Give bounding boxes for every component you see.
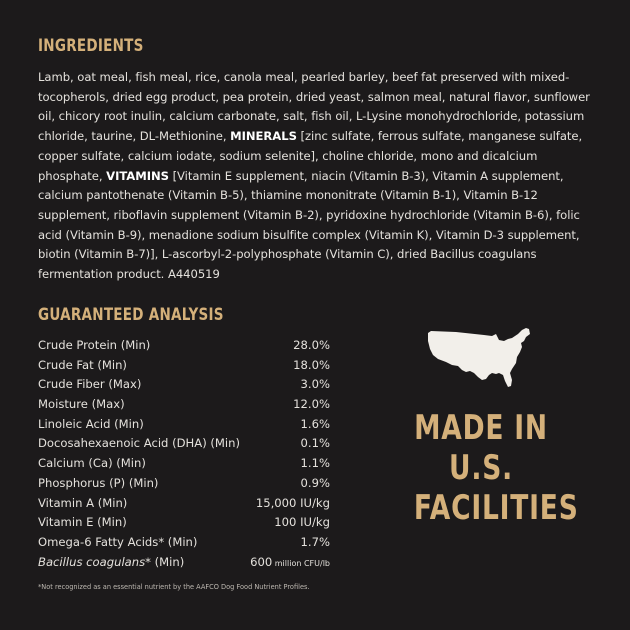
- nutrient-name: Phosphorus (P) (Min): [38, 475, 159, 490]
- nutrient-name: Crude Protein (Min): [38, 338, 151, 352]
- made-in-line: MADE IN: [414, 408, 548, 448]
- analysis-row: [38, 496, 330, 516]
- nutrient-name-rest: * (Min): [145, 554, 185, 569]
- nutrient-value: 1.1%: [300, 456, 330, 471]
- ingredients-part3: [Vitamin E supplement, niacin (Vitamin B-3), Vitamin A supplement, calcium pantothenate (Vitamin B-5), thiamine mononitrate (Vitamin B-1), Vitamin B-12 supplement, riboflavin supplement (Vitamin B-2), pyridoxine hydrochloride (Vitamin B-6), folic acid (Vitamin B-9), menadione sodium bisulfite complex (Vitamin K), Vitamin D-3 supplement, biotin (Vitamin B-7)], L-ascorbyl-2-polyphosphate (Vitamin C), dried Bacillus coagulans fermentation product. A440519: [38, 168, 580, 282]
- nutrient-name: Omega-6 Fatty Acids* (Min): [38, 534, 198, 549]
- analysis-row: [38, 397, 330, 417]
- nutrient-name-italic: Bacillus coagulans: [38, 554, 146, 569]
- nutrient-value: 15,000 IU/kg: [255, 495, 330, 510]
- nutrient-value: 12.0%: [293, 397, 330, 412]
- analysis-row: [38, 476, 330, 496]
- nutrient-name: Moisture (Max): [38, 397, 125, 412]
- ingredients-part2: [zinc sulfate, ferrous sulfate, manganese sulfate, copper sulfate, calcium iodate, sodium selenite], choline chloride, mono and dicalcium phosphate,: [38, 129, 583, 183]
- analysis-row: [38, 535, 330, 555]
- usa-map-icon: [426, 325, 532, 390]
- nutrient-name: Calcium (Ca) (Min): [38, 456, 146, 471]
- ingredients-part1: Lamb, oat meal, fish meal, rice, canola meal, pearled barley, beef fat preserved with mixed-tocopherols, dried egg product, pea protein, dried yeast, salmon meal, natural flavor, sunflower oil, chicory root inulin, calcium carbonate, salt, fish oil, L-Lysine monohydrochloride, potassium chloride, taurine, DL-Methionine,: [38, 70, 590, 144]
- analysis-row: [38, 436, 330, 456]
- guaranteed-analysis-heading: GUARANTEED ANALYSIS: [38, 305, 224, 324]
- nutrient-value: 0.1%: [300, 436, 330, 451]
- nutrient-value: 18.0%: [293, 357, 330, 372]
- footnote: *Not recognized as an essential nutrient by the AAFCO Dog Food Nutrient Profiles.: [38, 583, 310, 591]
- vitamins-label: VITAMINS: [106, 168, 169, 183]
- nutrient-name: Crude Fiber (Max): [38, 377, 142, 392]
- nutrient-name: Linoleic Acid (Min): [38, 416, 144, 431]
- facilities-line: FACILITIES: [413, 488, 579, 528]
- made-in-usa-badge: [413, 408, 579, 528]
- nutrient-name: Docosahexaenoic Acid (DHA) (Min): [38, 436, 241, 451]
- analysis-row: [38, 515, 330, 535]
- nutrient-value-number: 600: [250, 554, 273, 569]
- analysis-row: [38, 456, 330, 476]
- nutrient-name: Vitamin A (Min): [38, 495, 128, 510]
- nutrient-value: 1.6%: [300, 416, 330, 431]
- nutrient-name: Vitamin E (Min): [38, 515, 127, 530]
- guaranteed-analysis-table: [38, 338, 330, 574]
- usa-line: U.S.: [449, 448, 513, 488]
- nutrient-value: [250, 555, 330, 569]
- ingredients-text: [38, 68, 598, 285]
- analysis-row: [38, 377, 330, 397]
- nutrient-value-unit: million CFU/lb: [272, 558, 330, 568]
- analysis-row: [38, 338, 330, 358]
- analysis-row: [38, 417, 330, 437]
- ingredients-heading: INGREDIENTS: [38, 36, 144, 55]
- minerals-label: MINERALS: [230, 129, 297, 144]
- nutrient-value: 28.0%: [293, 338, 330, 352]
- nutrient-name: Crude Fat (Min): [38, 357, 127, 372]
- analysis-row: [38, 555, 330, 575]
- nutrient-value: 3.0%: [300, 377, 330, 392]
- nutrient-value: 1.7%: [300, 534, 330, 549]
- nutrient-value: 100 IU/kg: [274, 515, 330, 530]
- nutrient-name: [38, 555, 184, 569]
- nutrient-value: 0.9%: [300, 475, 330, 490]
- analysis-row: [38, 358, 330, 378]
